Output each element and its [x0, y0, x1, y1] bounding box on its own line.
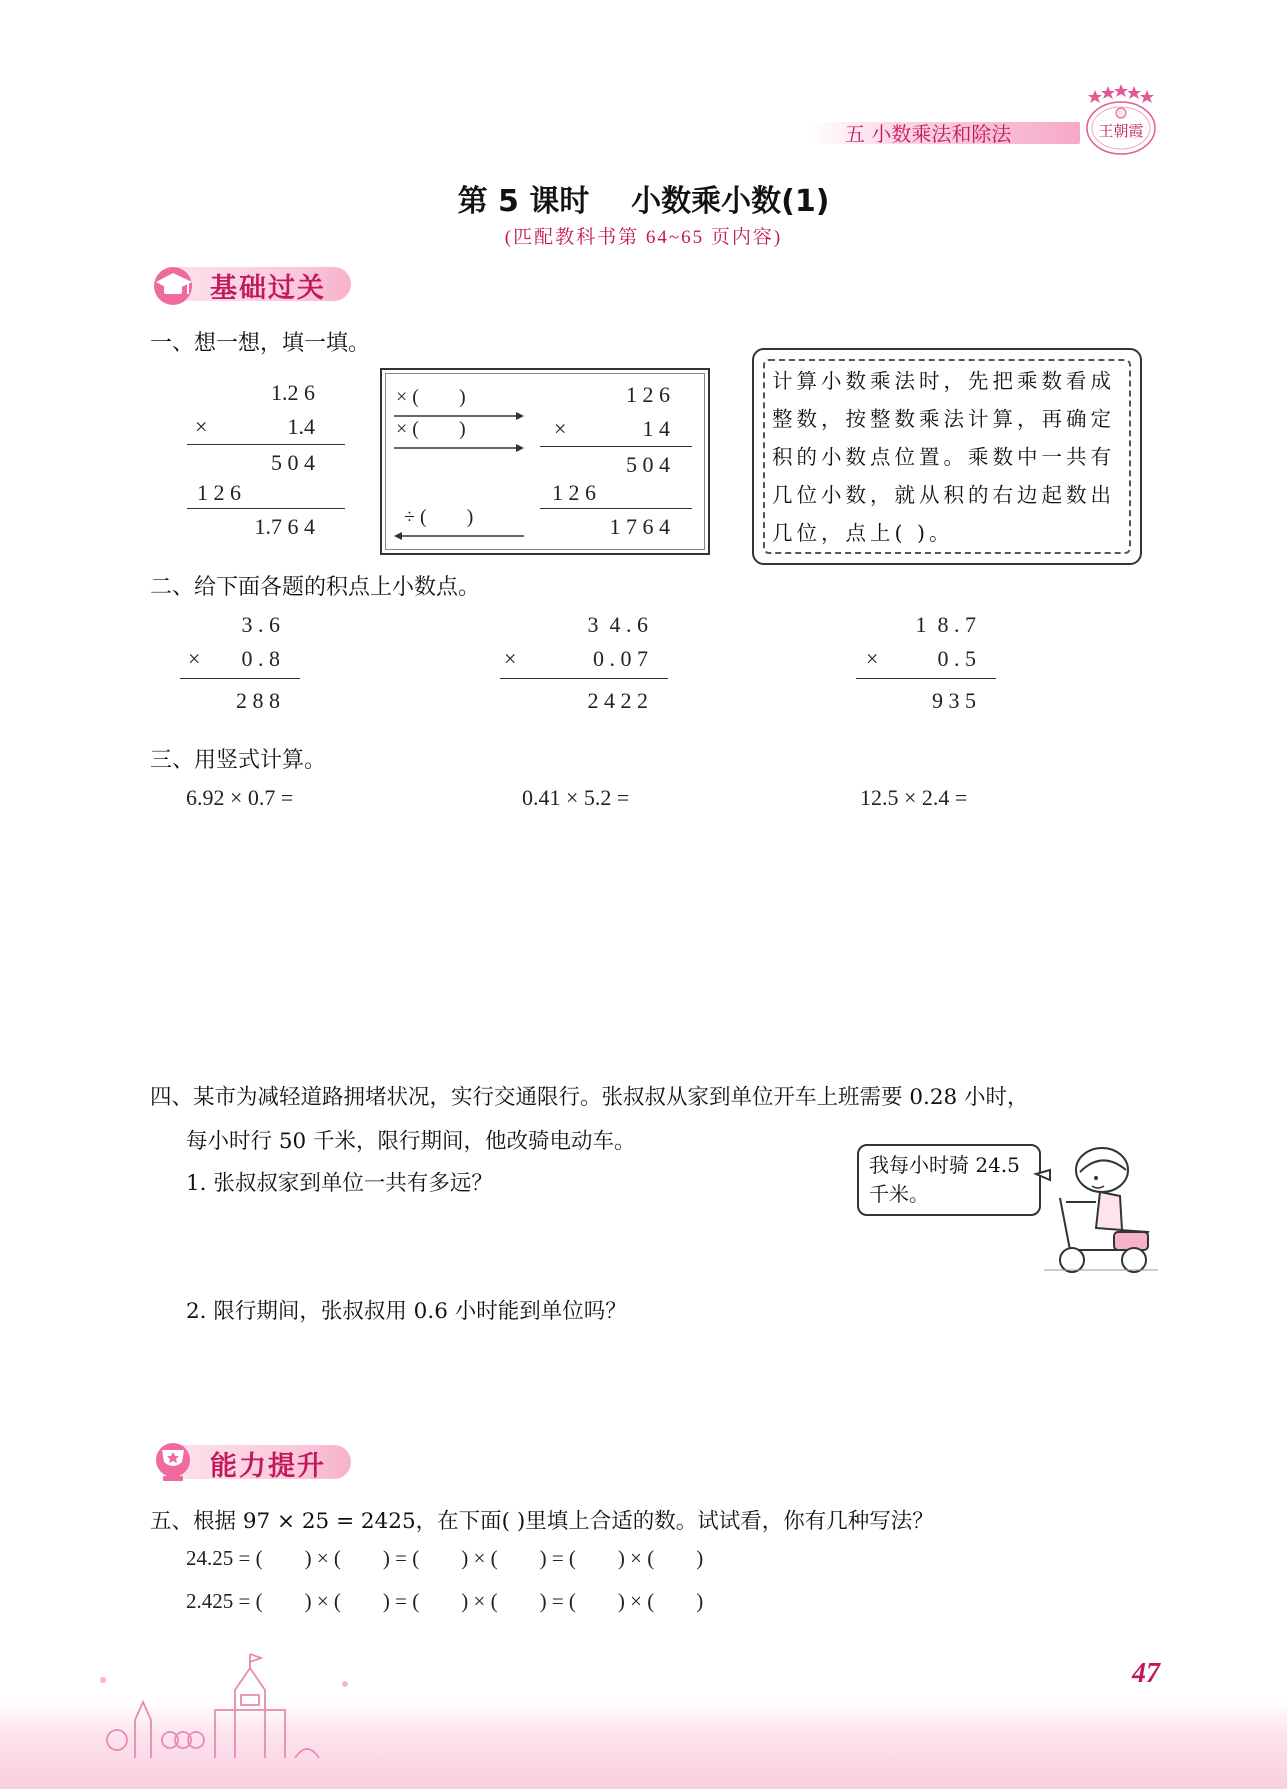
calc-row: 1 2 6 [197, 480, 241, 505]
calc-row: 1 4 [642, 416, 670, 441]
graduation-cap-icon [148, 262, 208, 306]
blank-multiplier-2[interactable]: × ( ) [396, 418, 466, 440]
publisher-logo [1075, 82, 1165, 157]
section-title-advanced: 能力提升 [210, 1451, 326, 1482]
section-title-basic: 基础过关 [210, 273, 326, 304]
calc-product[interactable]: 9 3 5 [932, 688, 976, 713]
blank-divisor[interactable]: ÷ ( ) [404, 506, 474, 528]
calc-row: 1 2 6 [552, 480, 596, 505]
calc-row: 1.7 6 4 [254, 514, 315, 539]
q5-line-2[interactable]: 2.425 = ( ) × ( ) = ( ) × ( ) = ( ) × ( ) [186, 1589, 704, 1613]
lesson-title: 第 5 课时 小数乘小数(1) [457, 184, 830, 219]
multiply-sign: × [195, 414, 208, 439]
calc-line [187, 508, 345, 509]
calc-row: 1.4 [287, 414, 315, 439]
calc-row: 1 2 6 [626, 382, 670, 407]
calc-row: 1 7 6 4 [609, 514, 670, 539]
q2-problem-3 [856, 610, 996, 720]
arrow-right-icon [394, 443, 524, 453]
question-4-title: 四、某市为减轻道路拥堵状况，实行交通限行。张叔叔从家到单位开车上班需要 0.28 小时， [150, 1085, 1029, 1110]
calc-product[interactable]: 2 8 8 [236, 688, 280, 713]
q2-problem-1 [180, 610, 300, 720]
calc-row: 5 0 4 [626, 452, 670, 477]
calc-line [180, 678, 300, 679]
calc-row: 3 . 6 [241, 612, 280, 637]
multiply-sign: × [504, 646, 517, 671]
calc-row: 1 8 . 7 [915, 612, 976, 637]
question-4-sub2: 2. 限行期间，张叔叔用 0.6 小时能到单位吗？ [186, 1299, 627, 1324]
q1-transform-box [380, 368, 710, 555]
q3-problem-1: 6.92 × 0.7 = [186, 785, 294, 810]
calc-row: 1.2 6 [271, 380, 315, 405]
page-number: 47 [1132, 1658, 1160, 1689]
chapter-title: 五 小数乘法和除法 [845, 122, 1012, 146]
logo-text: 王朝霞 [1098, 122, 1144, 140]
castle-decoration-icon [95, 1640, 355, 1760]
q3-problem-2: 0.41 × 5.2 = [522, 785, 630, 810]
calc-line [500, 678, 668, 679]
q5-line-1[interactable]: 24.25 = ( ) × ( ) = ( ) × ( ) = ( ) × ( ) [186, 1546, 704, 1570]
q1-tip-box [752, 348, 1142, 565]
multiply-sign: × [866, 646, 879, 671]
q1-example-calculation [185, 380, 345, 540]
calc-product[interactable]: 2 4 2 2 [587, 688, 648, 713]
question-2-title: 二、给下面各题的积点上小数点。 [150, 575, 481, 600]
star-icon [1088, 84, 1154, 103]
lesson-subtitle: (匹配教科书第 64~65 页内容) [504, 227, 783, 248]
multiply-sign: × [188, 646, 201, 671]
calc-line [540, 508, 692, 509]
question-5-title: 五、根据 97 × 25 = 2425，在下面( )里填上合适的数。试试看，你有几种写法？ [150, 1509, 934, 1534]
q1-tip-text: 计算小数乘法时，先把乘数看成整数，按整数乘法计算，再确定积的小数点位置。乘数中一共有几位小数，就从积的右边起数出几位，点上( )。 [772, 369, 1115, 545]
section-banner-basic [148, 262, 378, 304]
speech-line-1: 我每小时骑 24.5 [869, 1153, 1020, 1177]
q3-problem-3: 12.5 × 2.4 = [860, 785, 968, 810]
q2-problem-2 [500, 610, 670, 720]
blank-multiplier-1[interactable]: × ( ) [396, 386, 466, 408]
calc-row: 0 . 5 [937, 646, 976, 671]
section-banner-advanced [148, 1440, 378, 1482]
calc-line [856, 678, 996, 679]
calc-line [540, 446, 692, 447]
chapter-header [810, 116, 1110, 146]
question-4-title-line2: 每小时行 50 千米，限行期间，他改骑电动车。 [186, 1129, 636, 1154]
scooter-rider-illustration [1030, 1140, 1160, 1280]
calc-row: 0 . 8 [241, 646, 280, 671]
question-1-title: 一、想一想，填一填。 [150, 331, 371, 356]
speech-line-2: 千米。 [869, 1182, 929, 1206]
question-3-title: 三、用竖式计算。 [150, 748, 327, 773]
calc-line [187, 444, 345, 445]
speech-bubble [857, 1144, 1041, 1216]
trophy-icon [148, 1440, 208, 1484]
calc-row: 5 0 4 [271, 450, 315, 475]
question-4-sub1: 1. 张叔叔家到单位一共有多远？ [186, 1171, 493, 1196]
calc-row: 3 4 . 6 [587, 612, 648, 637]
arrow-left-icon [394, 531, 524, 541]
multiply-sign: × [554, 416, 567, 441]
calc-row: 0 . 0 7 [593, 646, 648, 671]
